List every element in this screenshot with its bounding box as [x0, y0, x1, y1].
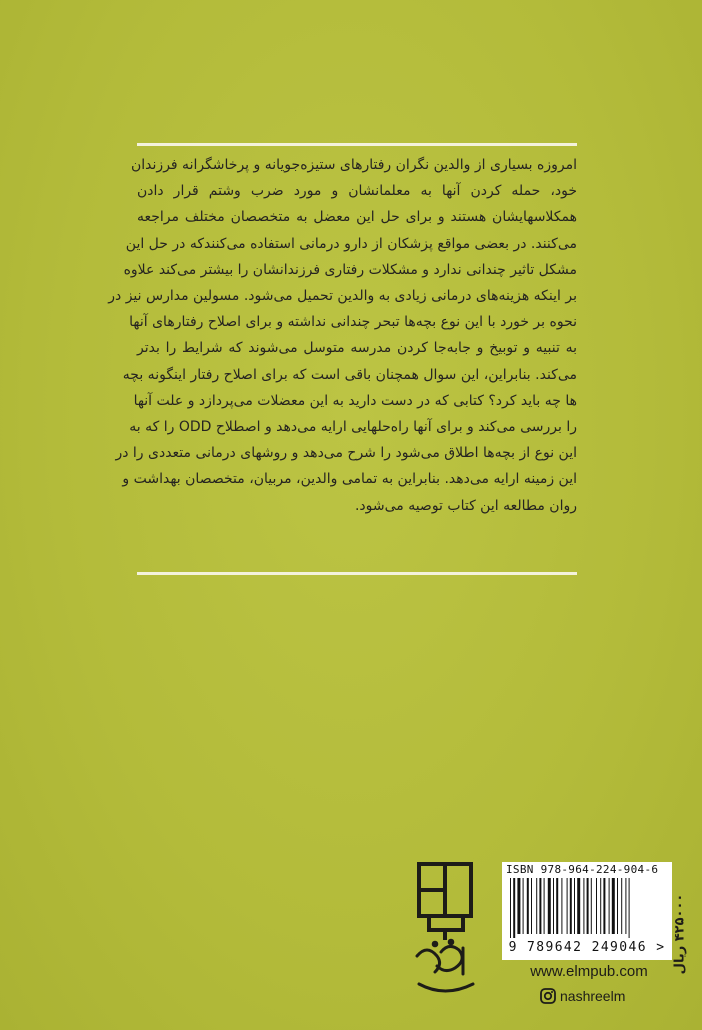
blurb-line: می‌کند. بنابراین، این سوال همچنان باقی است که برای اصلاح رفتار اینگونه بچه	[122, 366, 577, 383]
barcode-bar	[531, 878, 532, 934]
barcode-bar	[567, 878, 568, 934]
blurb-line: بر اینکه هزینه‌های درمانی زیادی به والدین تحمیل می‌شود. مسولین مدارس نیز در	[108, 288, 577, 305]
back-cover-blurb	[108, 152, 577, 519]
barcode-panel	[502, 862, 672, 960]
publisher-logo	[405, 860, 485, 1010]
blurb-line: روان مطالعه این کتاب توصیه می‌شود.	[354, 497, 577, 514]
barcode-bar	[539, 878, 541, 934]
social-handle	[540, 986, 625, 1006]
instagram-icon	[540, 988, 556, 1004]
barcode-bar	[583, 878, 584, 934]
barcode-bar	[612, 878, 615, 934]
blurb-line: این نوع از بچه‌ها اطلاق می‌شود را شرح می‌دهد و روشهای درمانی متعددی را در	[115, 445, 577, 462]
barcode-bar	[513, 878, 515, 938]
barcode-bar	[561, 878, 562, 934]
barcode-bars	[508, 878, 666, 938]
barcode-bar	[629, 878, 630, 938]
barcode-bar	[517, 878, 520, 934]
barcode-bar	[603, 878, 605, 934]
barcode-digits: 9 789642 249046 >	[508, 940, 666, 955]
bottom-divider-line	[137, 572, 577, 575]
barcode-bar	[527, 878, 529, 934]
blurb-line: می‌کنند. در بعضی مواقع پزشکان از دارو درمانی استفاده می‌کنندکه در حل این	[125, 235, 577, 252]
barcode-bar	[621, 878, 622, 934]
blurb-line: را بررسی می‌کند و برای آنها راه‌حلهایی ارایه می‌دهد و اصطلاح ODD را که به	[129, 419, 577, 436]
barcode-bar	[609, 878, 610, 934]
barcode-bar	[591, 878, 592, 934]
blurb-line: نحوه بر خورد با این نوع بچه‌ها تبحر چندانی نداشته و برای اصلاح رفتارهای آنها	[129, 314, 577, 331]
blurb-line: ها چه باید کرد؟ کتابی که در دست دارید به این معضلات می‌پردازد و علت آنها	[133, 392, 577, 409]
barcode-bar	[523, 878, 524, 934]
barcode-bar	[570, 878, 572, 934]
blurb-line: خود، حمله کردن آنها به معلمانشان و مورد ضرب وشتم قرار دادن	[137, 183, 577, 200]
barcode-bar	[577, 878, 580, 934]
social-handle-text: nashreelm	[560, 988, 626, 1004]
price-label: ۴۲۵۰۰۰ ریال	[672, 893, 688, 975]
barcode-bar	[600, 878, 601, 934]
barcode-bar	[553, 878, 554, 934]
barcode-bar	[536, 878, 537, 934]
top-divider-line	[137, 143, 577, 146]
barcode-bar	[625, 878, 626, 934]
blurb-line: همکلاسهایشان هستند و برای حل این معضل به متخصصان مختلف مراجعه	[137, 209, 577, 226]
barcode-bar	[574, 878, 575, 934]
publisher-website: www.elmpub.com	[530, 963, 648, 980]
blurb-line: به تنبیه و توبیخ و جابه‌جا کردن مدرسه متوسل می‌شوند که شرایط را بدتر	[137, 340, 577, 357]
isbn-label: ISBN 978-964-224-904-6	[506, 863, 659, 876]
blurb-line: این زمینه ارایه می‌دهد. بنابراین به تمامی والدین، مربیان، متخصصان بهداشت و	[122, 471, 577, 488]
barcode-bar	[587, 878, 589, 934]
barcode-bar	[544, 878, 545, 934]
blurb-line: امروزه بسیاری از والدین نگران رفتارهای ستیزه‌جویانه و پرخاشگرانه فرزندان	[131, 157, 577, 173]
barcode-bar	[556, 878, 558, 934]
blurb-line: مشکل تاثیر چندانی ندارد و مشکلات رفتاری فرزندانشان را بیشتر می‌کند علاوه	[123, 261, 577, 278]
barcode-bar	[548, 878, 551, 934]
barcode-bar	[617, 878, 618, 934]
barcode-bar	[596, 878, 597, 934]
barcode-bar	[510, 878, 511, 938]
